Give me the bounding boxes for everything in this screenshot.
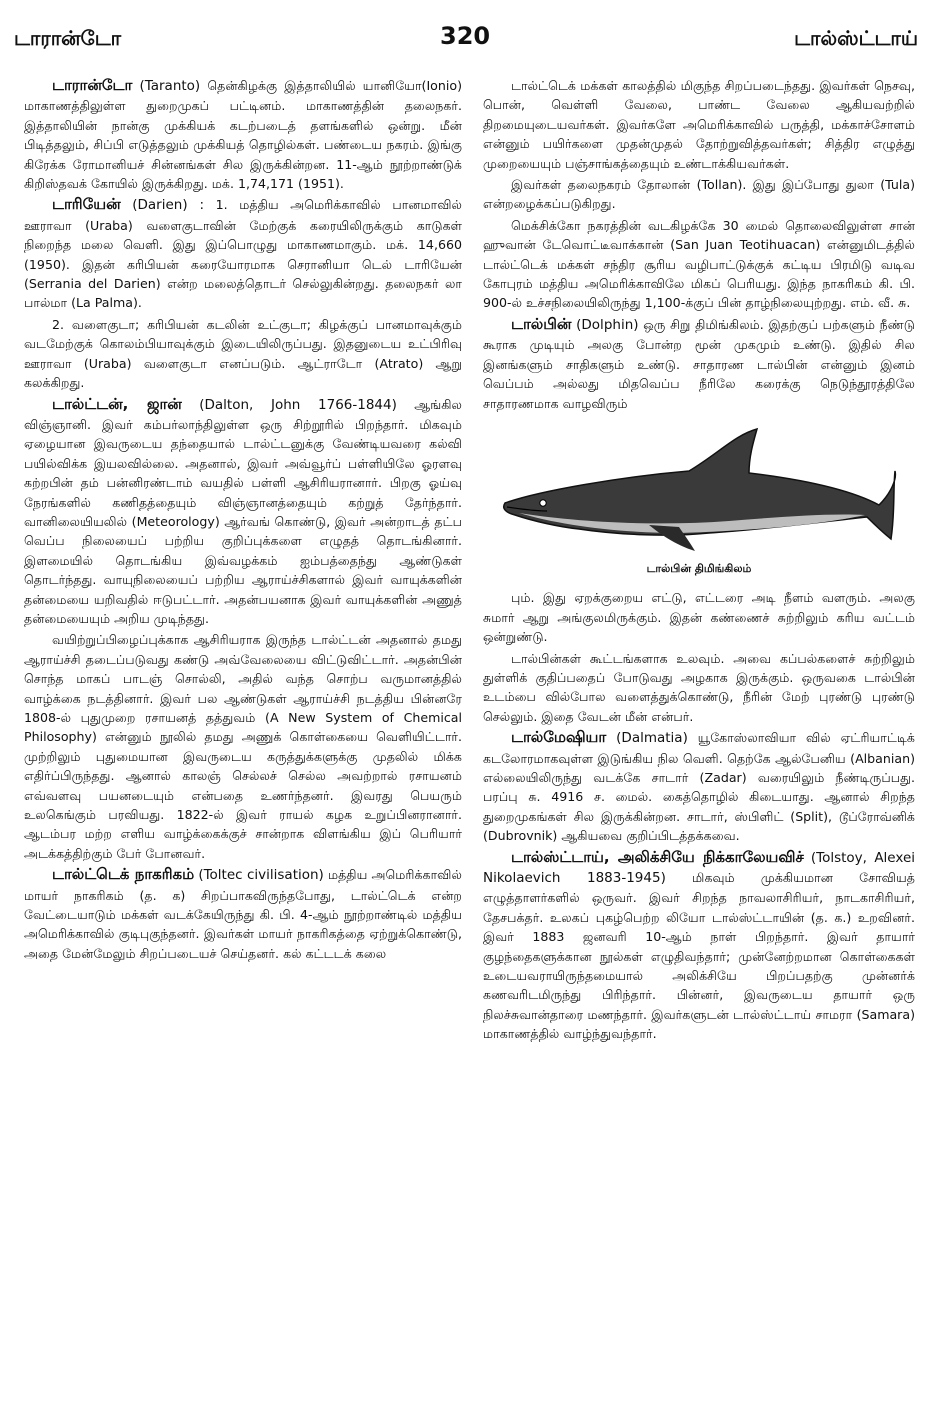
entry-paragraph — [483, 175, 915, 214]
dictionary-entry — [24, 395, 462, 629]
entry-headword-latin: (Dalmatia) — [616, 730, 688, 747]
entry-paragraph — [24, 315, 462, 393]
page-header — [0, 0, 940, 60]
dictionary-entry — [483, 848, 915, 1044]
entry-body: மெக்சிக்கோ நகரத்தின் வடகிழக்கே 30 மைல் தொலைவிலுள்ள சான் ஹுவான் டேவொட்டீவாக்கான் (San Juan Teotihuacan) என்னுமிடத்தில் டால்ட்டெக் மக்கள் சந்திர சூரிய வழிபாட்டுக்குக் கட்டிய பிரமிடு வடிவ கோபுரம் மத்திய அமெரிக்காவிலே மிகப் பெரியது. இந்த நாகரிகம் கி. பி. 900-ல் உச்சநிலையிலிருந்து 1,100-க்குப் பின் தாழ்நிலையுற்றது. எம். வீ. சு. — [483, 217, 915, 311]
entry-headword-latin: (Darien) : — [132, 197, 205, 214]
right-column-bottom — [483, 588, 915, 1043]
entry-body: யூகோஸ்லாவியா வில் ஏட்ரியாட்டிக் கடலோரமாகவுள்ள இடுங்கிய நில வெளி. தெற்கே ஆல்பேனிய (Albanian) எல்லையிலிருந்து வடக்கே சாடார் (Zadar) வரையிலும் நீண்டிருப்பது. பரப்பு சு. 4916 ச. மைல். கைத்தொழில் கிடையாது. ஆனால் சிறந்த துறைமுகங்கள் சில இருக்கின்றன. சாடார், ஸ்பிளிட் (Split), டூப்ரோவ்னிக் (Dubrovnik) ஆகியவை குறிப்பிடத்தக்கவை. — [483, 730, 915, 844]
entry-paragraph — [24, 630, 462, 863]
left-column — [24, 76, 462, 965]
entry-paragraph — [483, 76, 915, 173]
header-left-guideword: டாரான்டோ — [14, 26, 122, 50]
entry-body: டால்பின்கள் கூட்டங்களாக உலவும். அவை கப்பல்களைச் சுற்றிலும் துள்ளிக் குதிப்பதைப் போடுவது அழகாக இருக்கும். ஒருவகை டால்பின் உடம்பை வில்போல வளைத்துக்கொண்டு, நீரின் மேற் புரண்டு புரண்டு செல்லும். இதை வேடன் மீன் என்பர். — [483, 650, 915, 724]
dolphin-eye — [540, 500, 546, 506]
entry-body: 1. மத்திய அமெரிக்காவில் பானமாவில் ஊராவா (Uraba) வளைகுடாவின் மேற்குக் கரையிலிருக்கும் காடுகள் நிறைந்த மலை வெளி. இது இப்பொழுது மாகாணமாகும். மக். 14,660 (1950). இதன் கரிபியன் கரையோரமாக செரானியா டெல் டாரியேன் (Serrania del Darien) என்ற மலைத்தொடர் செல்லுகின்றது. தலைநகர் லா பால்மா (La Palma). — [24, 197, 462, 311]
entry-headword-latin: (Dalton, John 1766-1844) — [199, 396, 397, 413]
entry-paragraph — [483, 216, 915, 313]
page-number: 320 — [440, 22, 491, 50]
entry-body: பும். இது ஏறக்குறைய எட்டு, எட்டரை அடி நீளம் வளரும். அலகு சுமார் ஆறு அங்குலமிருக்கும். இதன் கண்ணைச் சுற்றிலும் கரிய வட்டம் ஒன்றுண்டு. — [483, 590, 915, 645]
entry-body: இவர்கள் தலைநகரம் தோலான் (Tollan). இது இப்போது துலா (Tula) என்றழைக்கப்படுகிறது. — [483, 177, 915, 212]
dictionary-entry — [24, 76, 462, 193]
dictionary-entry — [483, 315, 915, 413]
entry-headword-latin: (Dolphin) — [576, 316, 639, 333]
entry-body: டால்ட்டெக் மக்கள் காலத்தில் மிகுந்த சிறப்படைந்தது. இவர்கள் நெசவு, பொன், வெள்ளி வேலை, பாண்ட வேலை ஆகியவற்றில் திறமையுடையவர்கள். இவர்களே அமெரிக்காவில் பருத்தி, மக்காச்சோளம் என்னும் பயிர்களை முதன்முதல் தோற்றுவித்தவர்கள்; சித்திர எழுத்து முறையையும் பஞ்சாங்கத்தையும் உண்டாக்கியவர்கள். — [483, 78, 915, 171]
entry-headword: டால்மேஷியா — [511, 728, 607, 747]
dictionary-entry — [24, 195, 462, 312]
entry-headword-latin: (Taranto) — [139, 78, 201, 94]
entry-paragraph — [483, 588, 915, 646]
right-column — [483, 76, 915, 1046]
entry-headword-latin: (Tolstoy, Alexei Nikolaevich 1883-1945) — [483, 849, 915, 886]
entry-paragraph — [483, 649, 915, 727]
entry-headword: டால்பின் — [511, 314, 572, 333]
entry-headword-latin: (Toltec civilisation) — [198, 867, 324, 884]
entry-headword: டால்ட்டெக் நாகரிகம் — [52, 865, 195, 884]
entry-body: தென்கிழக்கு இத்தாலியில் யானியோ(Ionio) மாகாணத்திலுள்ள துறைமுகப் பட்டினம். மாகாணத்தின் தலைநகர். இத்தாலியின் நான்கு முக்கியக் கடற்படைத் தளங்களில் ஒன்று. மீன் பிடித்தலும், சிப்பி எடுத்தலும் முக்கியத் தொழில்கள். பண்டைய நகரம். இங்கு கிரேக்க ரோமானியச் சின்னங்கள் சில இருக்கின்றன. 11-ஆம் நூற்றாண்டுக் கிறிஸ்தவக் கோயில் இருக்கிறது. மக். 1,74,171 (1951). — [24, 78, 462, 192]
dictionary-entry — [483, 728, 915, 845]
entry-headword: டாரியேன் — [52, 195, 121, 214]
entry-body: ஒரு சிறு திமிங்கிலம். இதற்குப் பற்களும் நீண்டு கூராக முடியும் அலகு போன்ற மூன் முகமும் உண்டு. இதில் சில இனங்களும் சாதிகளும் உண்டு. சாதாரண டால்பின் என்னும் இனம் வெப்பம் அல்லது மிதவெப்ப நீரிலே கரைக்கு நெடுந்தூரத்திலே சாதாரணமாக வாழவிரும் — [483, 316, 915, 411]
dictionary-entry — [24, 865, 462, 963]
entry-body: மத்திய அமெரிக்காவில் மாயர் நாகரிகம் (த. க) சிறப்பாகவிருந்தபோது, டால்ட்டெக் என்ற வேட்டையாடும் மக்கள் வடக்கேயிருந்து கி. பி. 4-ஆம் நூற்றாண்டில் மத்திய அமெரிக்காவில் குடிபுகுந்தனர். இவர்கள் மாயர் நாகரிகத்தை ஏற்றுக்கொண்டு, அதை மேன்மேலும் சிறப்படையச் செய்தனர். கல் கட்டடக் கலை — [24, 867, 462, 961]
figure — [483, 421, 915, 578]
entry-headword: டாரான்டோ — [52, 76, 133, 94]
dolphin-illustration-icon — [499, 421, 899, 553]
entry-body: வயிற்றுப்பிழைப்புக்காக ஆசிரியராக இருந்த டால்ட்டன் அதனால் தமது ஆராய்ச்சி தடைப்படுவது கண்டு அவ்வேலையை விட்டுவிட்டார். அதன்பின் சொந்த மாகப் பாடஞ் சொல்லி, அதில் வந்த சொற்ப வருமானத்தில் வாழ்க்கை நடத்தினார். இவர் பல ஆண்டுகள் ஆராய்ச்சி நடத்திய பின்னரே 1808-ல் புதுமுறை ரசாயனத் தத்துவம் (A New System of Chemical Philosophy) என்னும் நூலில் தமது அணுக் கொள்கையை வெளியிட்டார். முற்றிலும் புதுமையான இவருடைய கருத்துக்களுக்கு முதலில் மிக்க எதிர்ப்பிருந்தது. ஆனால் காலஞ் செல்லச் செல்ல அவற்றால் ரசாயனம் எவ்வளவு பயனடையும் என்பதை உணர்ந்தனர். இவரது பெயரும் உலகெங்கும் பரவியது. 1822-ல் இவர் ராயல் கழக உறுப்பினரானார். ஆடம்பர மற்ற எளிய வாழ்க்கைக்குச் சான்றாக விளங்கிய இப் பெரியார் அடக்கத்திற்கும் பேர் போனவர். — [24, 632, 462, 861]
entry-body: ஆங்கில விஞ்ஞானி. இவர் கம்பர்லாந்திலுள்ள ஒரு சிற்றூரில் பிறந்தார். மிகவும் ஏழையான இவருடைய தந்தையால் டால்ட்டனுக்கு வேண்டியவரை கல்வி பயில்விக்க இயலவில்லை. அதனால், இவர் அவ்வூர்ப் பள்ளியிலே ஓரளவு கற்றபின் தம் பன்னிரண்டாம் வயதில் பள்ளி ஆசிரியரானார். பிறகு ஓய்வு நேரங்களில் கணிதத்தையும் விஞ்ஞானத்தையும் கற்றுத் தேர்ந்தார். வானிலையியலில் (Meteorology) ஆர்வங் கொண்டு, இவர் அன்றாடத் தட்ப வெப்ப நிலையைப் பற்றிய குறிப்புக்களை எழுதத் தொடங்கினார். இளமையில் தொடங்கிய இவ்வழக்கம் ஐம்பத்தைந்து ஆண்டுகள் தொடர்ந்தது. வாயுநிலையைப் பற்றிய ஆராய்ச்சிகளால் இவர் வாயுக்களின் தன்மையை யறிவதில் ஈடுபட்டார். அதன்பயனாக இவர் வாயுக்களின் அணுத் தன்மையையும் அறிய முடிந்தது. — [24, 396, 462, 626]
figure-caption: டால்பின் திமிங்கிலம் — [646, 561, 752, 575]
entry-body: 2. வளைகுடா; கரிபியன் கடலின் உட்குடா; கிழக்குப் பானமாவுக்கும் வடமேற்குக் கொலம்பியாவுக்கும் இடையிலிருப்பது. இதனுடைய உட்பிரிவு ஊராவா (Uraba) வளைகுடா எனப்படும். ஆட்ராடோ (Atrato) ஆறு கலக்கிறது. — [24, 316, 462, 391]
entry-headword: டால்ஸ்ட்டாய், அலிக்சியே நிக்காலேயவிச் — [511, 847, 804, 866]
right-column-top — [483, 76, 915, 413]
header-right-guideword: டால்ஸ்ட்டாய் — [794, 26, 918, 50]
entry-body: மிகவும் முக்கியமான சோவியத் எழுத்தாளர்களில் ஒருவர். இவர் சிறந்த நாவலாசிரியர், நாடகாசிரியர், தேசபக்தர். உலகப் புகழ்பெற்ற லியோ டால்ஸ்ட்டாயின் (த. க.) உறவினர். இவர் 1883 ஜனவரி 10-ஆம் நாள் பிறந்தார். இவர் தாயார் குழந்தைகளுக்கான நூல்கள் எழுதிவந்தார்; முன்னேற்றமான கொள்கைகள் உடையவராயிருந்தமையால் அலிக்சியே பிறப்பதற்கு முன்னர்க் கணவரிடமிருந்து பிரிந்தார். பின்னர், இவருடைய தாயார் ஒரு நிலச்சுவான்தாரை மணந்தார். இவர்களுடன் டால்ஸ்ட்டாய் சாமரா (Samara) மாகாணத்தில் வாழ்ந்துவந்தார். — [483, 870, 915, 1042]
entry-headword: டால்ட்டன், ஜான் — [52, 394, 182, 413]
